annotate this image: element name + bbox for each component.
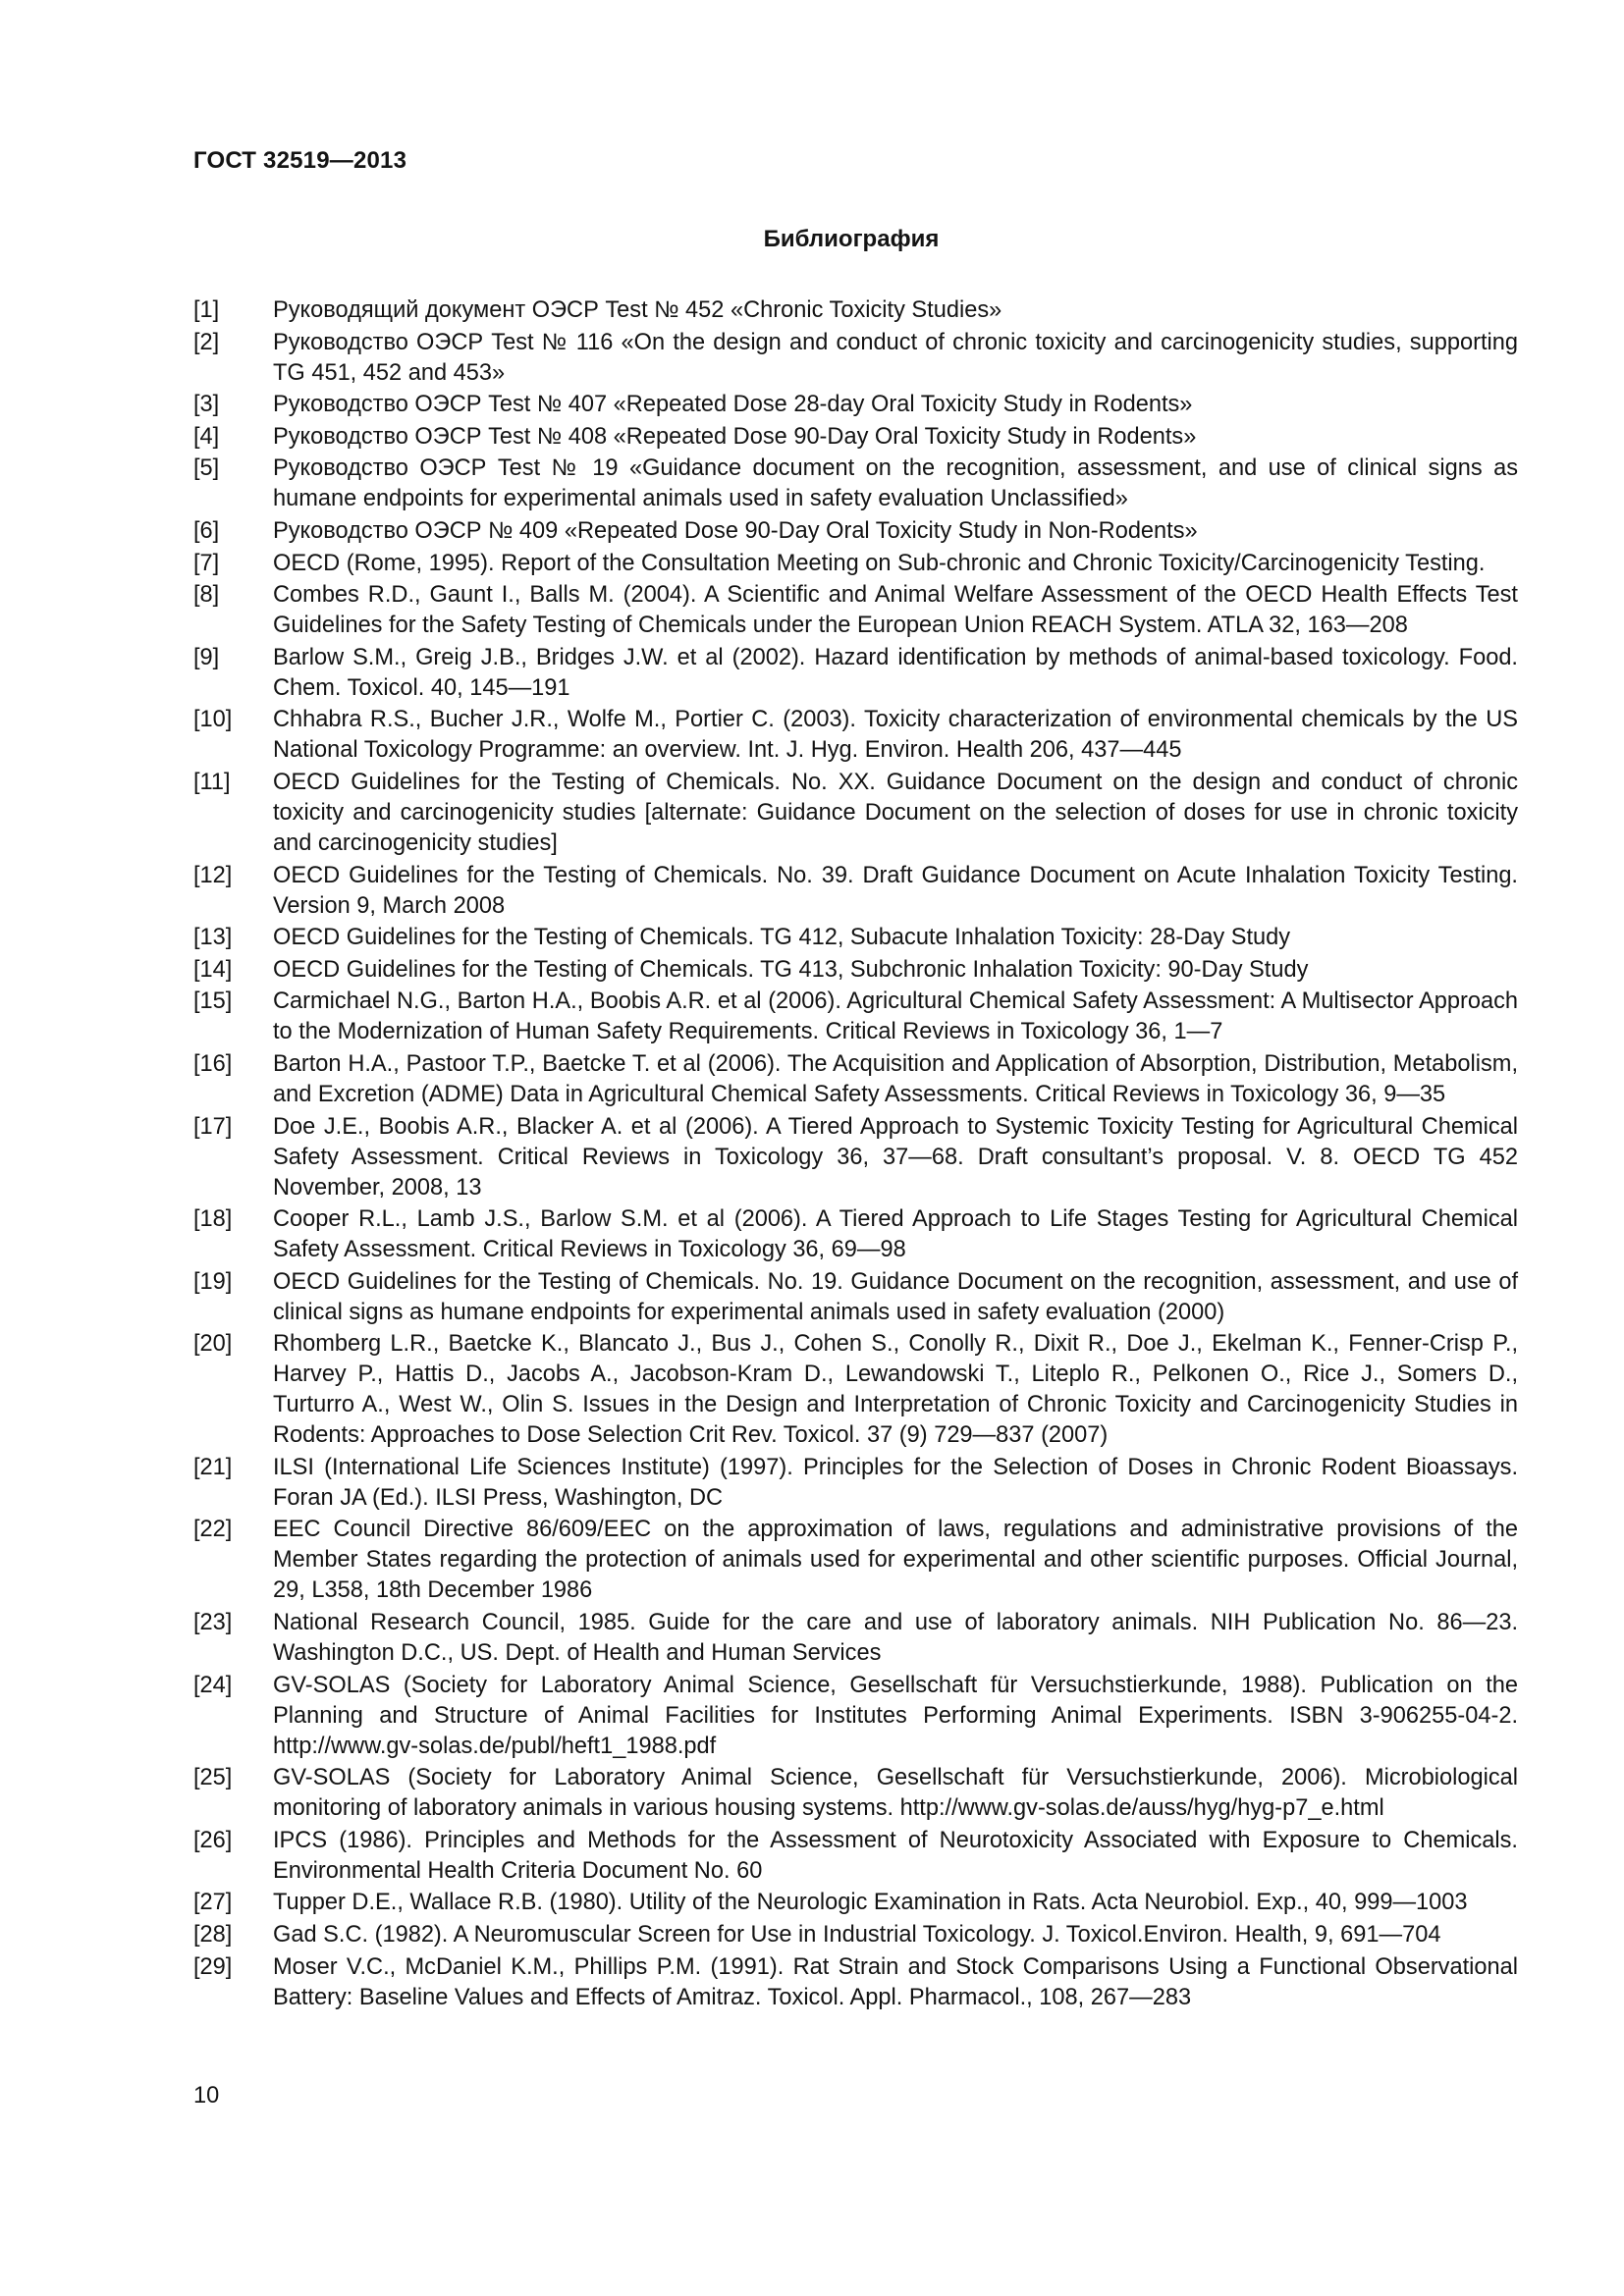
bibliography-entry [193, 549, 1518, 579]
document-header-id: ГОСТ 32519—2013 [193, 147, 407, 174]
bibliography-entry [193, 422, 1518, 453]
reference-number: [21] [193, 1454, 233, 1480]
bibliography-entry [193, 768, 1518, 859]
reference-text: Руководство ОЭСР Test № 407 «Repeated Dose 28-day Oral Toxicity Study in Rodents» [273, 392, 1193, 418]
reference-text: Carmichael N.G., Barton H.A., Boobis A.R. et al (2006). Agricultural Chemical Safety Assessment: A Multisector Approach to the Modernization of Human Safety Requirements. Critical Reviews in Toxicology 36, 1—7 [273, 988, 1518, 1045]
bibliography-entry [193, 987, 1518, 1047]
reference-number: [14] [193, 956, 233, 983]
reference-number: [15] [193, 988, 233, 1015]
reference-text: GV-SOLAS (Society for Laboratory Animal Science, Gesellschaft für Versuchstierkunde, 1988). Publication on the Planning and Structure of Animal Facilities for Institutes Performing Animal Experiments. ISBN 3-906255-04-2. http://www.gv-solas.de/publ/heft1_1988.pdf [273, 1672, 1518, 1759]
bibliography-entry [193, 955, 1518, 986]
reference-number: [25] [193, 1765, 233, 1791]
bibliography-entry [193, 1952, 1518, 2013]
bibliography-entry [193, 1515, 1518, 1606]
bibliography-entry [193, 1888, 1518, 1918]
reference-text: Cooper R.L., Lamb J.S., Barlow S.M. et al (2006). A Tiered Approach to Life Stages Testing for Agricultural Chemical Safety Assessment. Critical Reviews in Toxicology 36, 69—98 [273, 1206, 1518, 1263]
reference-number: [18] [193, 1206, 233, 1233]
reference-number: [26] [193, 1827, 233, 1853]
bibliography-entry [193, 1920, 1518, 1950]
reference-text: Moser V.C., McDaniel K.M., Phillips P.M. (1991). Rat Strain and Stock Comparisons Using a Functional Observational Battery: Baseline Values and Effects of Amitraz. Toxicol. Appl. Pharmacol., 108, 267—283 [273, 1953, 1518, 2010]
bibliography-entry [193, 295, 1518, 326]
reference-number: [9] [193, 644, 220, 670]
reference-text: Doe J.E., Boobis A.R., Blacker A. et al (2006). A Tiered Approach to Systemic Toxicity Testing for Agricultural Chemical Safety Assessment. Critical Reviews in Toxicology 36, 37—68. Draft consultant’s proposal. V. 8. OECD TG 452 November, 2008, 13 [273, 1113, 1518, 1201]
bibliography-entry [193, 390, 1518, 420]
reference-text: Руководство ОЭСР № 409 «Repeated Dose 90-Day Oral Toxicity Study in Non-Rodents» [273, 517, 1198, 544]
page-number: 10 [193, 2083, 220, 2109]
reference-text: OECD Guidelines for the Testing of Chemicals. No. 39. Draft Guidance Document on Acute Inhalation Toxicity Testing. Version 9, March 2008 [273, 862, 1518, 919]
reference-number: [22] [193, 1517, 233, 1543]
reference-text: OECD Guidelines for the Testing of Chemicals. TG 413, Subchronic Inhalation Toxicity: 90-Day Study [273, 956, 1309, 983]
section-title: Библиография [763, 226, 940, 252]
reference-number: [3] [193, 392, 220, 418]
reference-number: [2] [193, 329, 220, 355]
reference-text: OECD (Rome, 1995). Report of the Consultation Meeting on Sub-chronic and Chronic Toxicity/Carcinogenicity Testing. [273, 550, 1486, 576]
reference-number: [11] [193, 769, 231, 795]
reference-number: [23] [193, 1610, 233, 1636]
bibliography-entry [193, 1671, 1518, 1762]
reference-text: Руководящий документ ОЭСР Test № 452 «Chronic Toxicity Studies» [273, 297, 1002, 323]
reference-number: [13] [193, 925, 233, 951]
reference-text: Barlow S.M., Greig J.B., Bridges J.W. et al (2002). Hazard identification by methods of animal-based toxicology. Food. Chem. Toxicol. 40, 145—191 [273, 644, 1518, 701]
reference-number: [28] [193, 1922, 233, 1949]
reference-text: OECD Guidelines for the Testing of Chemicals. No. 19. Guidance Document on the recognition, assessment, and use of clinical signs as humane endpoints for experimental animals used in safety evaluation (2000) [273, 1268, 1518, 1325]
reference-text: EEC Council Directive 86/609/EEC on the approximation of laws, regulations and administrative provisions of the Member States regarding the protection of animals used for experimental and other scientific purposes. Official Journal, 29, L358, 18th December 1986 [273, 1517, 1518, 1604]
reference-text: Rhomberg L.R., Baetcke K., Blancato J., Bus J., Cohen S., Conolly R., Dixit R., Doe J., Ekelman K., Fenner-Crisp P., Harvey P., Hattis D., Jacobs A., Jacobson-Kram D., Lewandowski T., Liteplo R., Pelkonen O., Rice J., Somers D., Turturro A., West W., Olin S. Issues in the Design and Interpretation of Chronic Toxicity and Carcinogenicity Studies in Rodents: Approaches to Dose Selection Crit Rev. Toxicol. 37 (9) 729—837 (2007) [273, 1331, 1518, 1449]
reference-text: Руководство ОЭСР Test № 19 «Guidance document on the recognition, assessment, and use of clinical signs as humane endpoints for experimental animals used in safety evaluation Unclassified» [273, 455, 1518, 512]
bibliography-entry [193, 705, 1518, 766]
bibliography-entry [193, 1049, 1518, 1110]
bibliography-entry [193, 454, 1518, 514]
reference-text: Tupper D.E., Wallace R.B. (1980). Utility of the Neurologic Examination in Rats. Acta Neurobiol. Exp., 40, 999—1003 [273, 1890, 1468, 1916]
reference-number: [1] [193, 297, 220, 323]
bibliography-entry [193, 923, 1518, 953]
reference-number: [8] [193, 582, 220, 609]
bibliography-entry [193, 1763, 1518, 1824]
reference-number: [5] [193, 455, 220, 482]
reference-text: OECD Guidelines for the Testing of Chemicals. TG 412, Subacute Inhalation Toxicity: 28-Day Study [273, 925, 1291, 951]
reference-text: Barton H.A., Pastoor T.P., Baetcke T. et al (2006). The Acquisition and Application of Absorption, Distribution, Metabolism, and Excretion (ADME) Data in Agricultural Chemical Safety Assessments. Critical Reviews in Toxicology 36, 9—35 [273, 1050, 1518, 1107]
reference-number: [29] [193, 1953, 233, 1980]
reference-number: [12] [193, 862, 233, 888]
reference-text: GV-SOLAS (Society for Laboratory Animal Science, Gesellschaft für Versuchstierkunde, 2006). Microbiological monitoring of laboratory animals in various housing systems. http://www.gv-solas.de/auss/hyg/hyg-p7_e.html [273, 1765, 1518, 1822]
reference-number: [17] [193, 1113, 233, 1140]
reference-text: OECD Guidelines for the Testing of Chemicals. No. XX. Guidance Document on the design and conduct of chronic toxicity and carcinogenicity studies [alternate: Guidance Document on the selection of doses for use in chronic toxicity and carcinogenicity studies] [273, 769, 1518, 856]
bibliography-entry [193, 1267, 1518, 1328]
bibliography-entry [193, 1329, 1518, 1451]
bibliography-entry [193, 328, 1518, 389]
reference-text: Руководство ОЭСР Test № 116 «On the design and conduct of chronic toxicity and carcinogenicity studies, supporting TG 451, 452 and 453» [273, 329, 1518, 386]
reference-number: [7] [193, 550, 220, 576]
reference-text: Gad S.C. (1982). A Neuromuscular Screen for Use in Industrial Toxicology. J. Toxicol.Environ. Health, 9, 691—704 [273, 1922, 1441, 1949]
reference-number: [19] [193, 1268, 233, 1295]
bibliography-entry [193, 1112, 1518, 1203]
reference-number: [4] [193, 423, 220, 450]
reference-number: [16] [193, 1050, 233, 1077]
reference-text: Chhabra R.S., Bucher J.R., Wolfe M., Portier C. (2003). Toxicity characterization of environmental chemicals by the US National Toxicology Programme: an overview. Int. J. Hyg. Environ. Health 206, 437—445 [273, 707, 1518, 764]
reference-text: IPCS (1986). Principles and Methods for the Assessment of Neurotoxicity Associated with Exposure to Chemicals. Environmental Health Criteria Document No. 60 [273, 1827, 1518, 1884]
bibliography-entry [193, 643, 1518, 704]
reference-number: [6] [193, 517, 220, 544]
bibliography-list [193, 295, 1518, 2014]
reference-number: [10] [193, 707, 233, 733]
reference-number: [20] [193, 1331, 233, 1358]
bibliography-entry [193, 1608, 1518, 1669]
reference-number: [27] [193, 1890, 233, 1916]
bibliography-entry [193, 1453, 1518, 1514]
reference-text: Combes R.D., Gaunt I., Balls M. (2004). A Scientific and Animal Welfare Assessment of the OECD Health Effects Test Guidelines for the Safety Testing of Chemicals under the European Union REACH System. ATLA 32, 163—208 [273, 582, 1518, 639]
bibliography-entry [193, 1204, 1518, 1265]
bibliography-entry [193, 1826, 1518, 1887]
bibliography-entry [193, 580, 1518, 641]
reference-text: National Research Council, 1985. Guide for the care and use of laboratory animals. NIH Publication No. 86—23. Washington D.C., US. Dept. of Health and Human Services [273, 1610, 1518, 1667]
bibliography-entry [193, 861, 1518, 922]
reference-number: [24] [193, 1672, 233, 1698]
bibliography-entry [193, 516, 1518, 547]
reference-text: ILSI (International Life Sciences Institute) (1997). Principles for the Selection of Doses in Chronic Rodent Bioassays. Foran JA (Ed.). ILSI Press, Washington, DC [273, 1454, 1518, 1511]
reference-text: Руководство ОЭСР Test № 408 «Repeated Dose 90-Day Oral Toxicity Study in Rodents» [273, 423, 1197, 450]
